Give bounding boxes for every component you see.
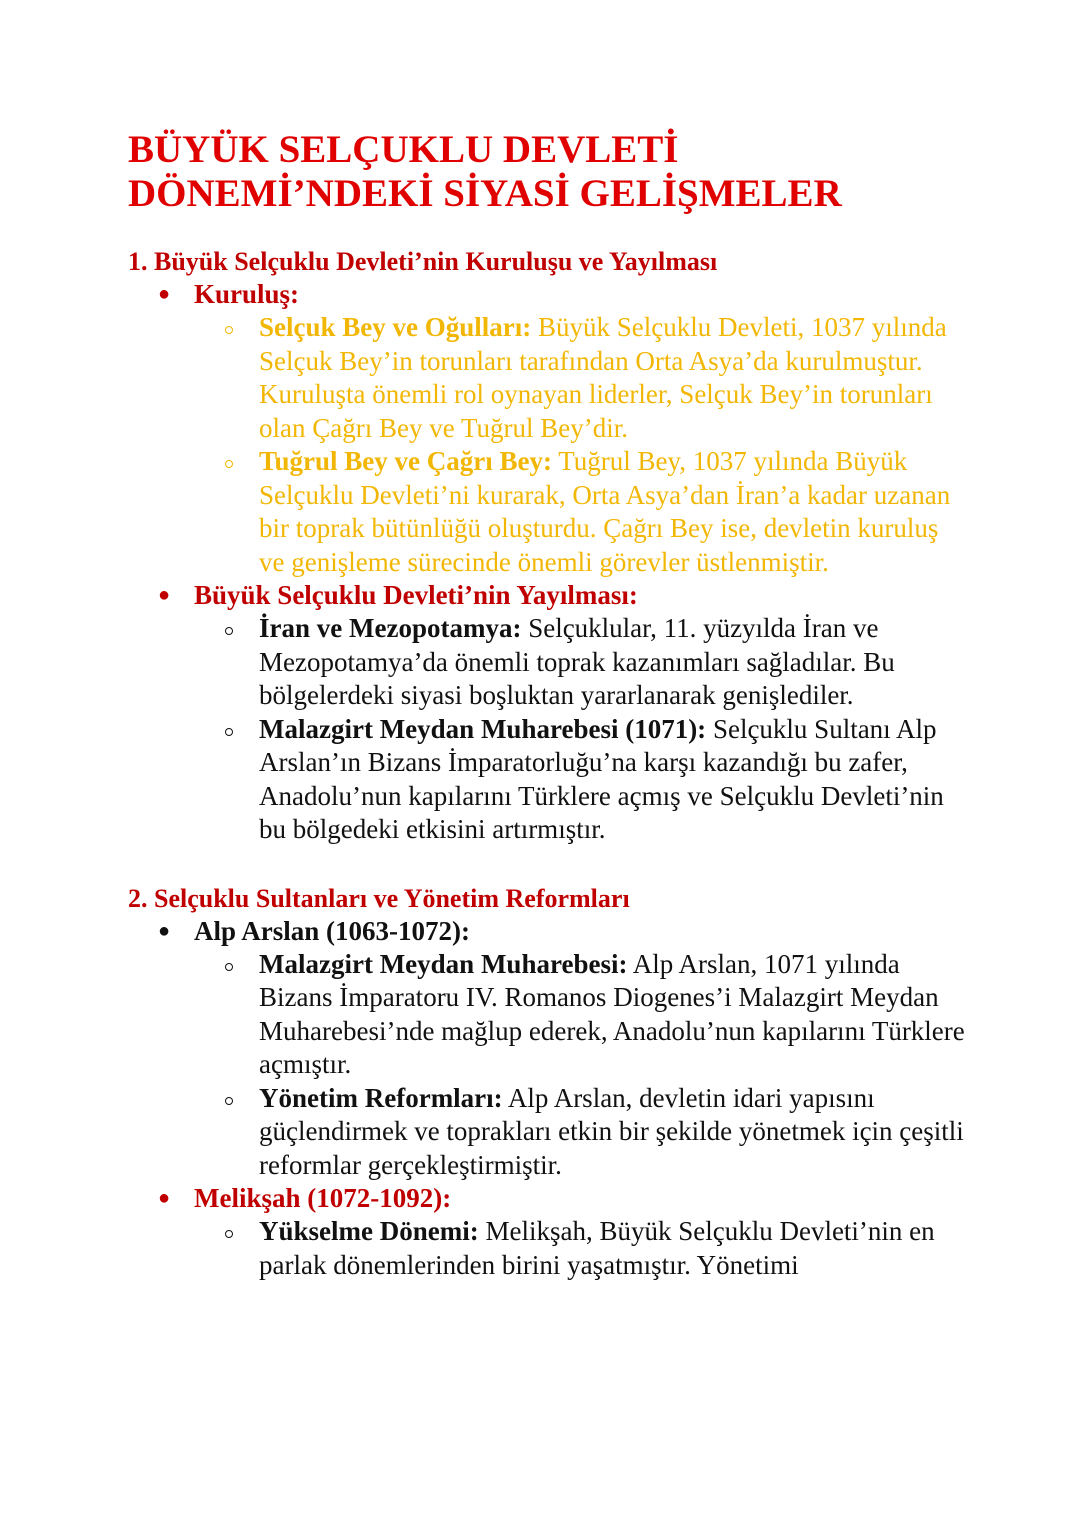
- list-item-kurulus: [128, 278, 968, 579]
- list-item-label: Kuruluş:: [194, 279, 300, 309]
- circle-bullet-icon: [225, 326, 233, 334]
- sublist: [194, 1215, 968, 1282]
- list-item-label: Büyük Selçuklu Devleti’nin Yayılması:: [194, 580, 638, 610]
- page-title-line-2: DÖNEMİ’NDEKİ SİYASİ GELİŞMELER: [128, 172, 842, 215]
- sublist-item-term: Yönetim Reformları:: [259, 1082, 503, 1113]
- sublist-item: [194, 1215, 968, 1282]
- sublist-item: [194, 445, 968, 579]
- sublist-item: [194, 713, 968, 847]
- section-1-list: [128, 278, 968, 847]
- sublist-item: [194, 948, 968, 1082]
- circle-bullet-icon: [225, 627, 233, 635]
- list-item-label: Alp Arslan (1063-1072):: [194, 915, 470, 946]
- list-item-yayilmasi: [128, 579, 968, 847]
- bullet-icon: ●: [158, 283, 171, 305]
- bullet-icon: ●: [158, 1187, 171, 1209]
- sublist-item-term: Malazgirt Meydan Muharebesi:: [259, 948, 628, 979]
- circle-bullet-icon: [225, 1097, 233, 1105]
- sublist-item-text: Alp Arslan, 1071 yılında Bizans İmparatoru IV. Romanos Diogenes’i Malazgirt Meydan Muharebesi’nde mağlup ederek, Anadolu’nun kapılarını Türklere açmıştır.: [259, 948, 965, 1079]
- sublist-item-term: İran ve Mezopotamya:: [259, 613, 522, 643]
- sublist-item-text: Büyük Selçuklu Devleti, 1037 yılında Selçuk Bey’in torunları tarafından Orta Asya’da kurulmuştur. Kuruluşta önemli rol oynayan liderler, Selçuk Bey’in torunları olan Çağrı Bey ve Tuğrul Bey’dir.: [259, 312, 947, 443]
- circle-bullet-icon: [225, 1230, 233, 1238]
- circle-bullet-icon: [225, 460, 233, 468]
- sublist: [194, 612, 968, 847]
- page-title: [128, 128, 968, 216]
- sublist-item-text: Melikşah, Büyük Selçuklu Devleti’nin en parlak dönemlerinden birini yaşatmıştır. Yönetimi: [259, 1216, 935, 1280]
- circle-bullet-icon: [225, 963, 233, 971]
- section-1-heading: 1. Büyük Selçuklu Devleti’nin Kuruluşu ve Yayılması: [128, 247, 718, 276]
- sublist-item: [194, 612, 968, 713]
- list-item-alp-arslan: [128, 915, 968, 1183]
- sublist-item-term: Selçuk Bey ve Oğulları:: [259, 312, 532, 342]
- bullet-icon: ●: [158, 584, 171, 606]
- sublist: [194, 948, 968, 1183]
- sublist-item-term: Tuğrul Bey ve Çağrı Bey:: [259, 446, 552, 476]
- sublist-item: [194, 1082, 968, 1183]
- sublist: [194, 311, 968, 579]
- sublist-item-text: Selçuklular, 11. yüzyılda İran ve Mezopotamya’da önemli toprak kazanımları sağladılar. Bu bölgelerdeki siyasi boşluktan yararlanarak genişlediler.: [259, 613, 895, 710]
- sublist-item-text: Selçuklu Sultanı Alp Arslan’ın Bizans İmparatorluğu’na karşı kazandığı bu zafer, Anadolu’nun kapılarını Türklere açmış ve Selçuklu Devleti’nin bu bölgedeki etkisini artırmıştır.: [259, 713, 944, 844]
- page-title-line-1: BÜYÜK SELÇUKLU DEVLETİ: [128, 128, 679, 171]
- section-2-list: [128, 915, 968, 1283]
- sublist-item-text: Alp Arslan, devletin idari yapısını güçlendirmek ve toprakları etkin bir şekilde yönetmek için çeşitli reformlar gerçekleştirmiştir.: [259, 1082, 964, 1180]
- list-item-meliksah: [128, 1182, 968, 1282]
- circle-bullet-icon: [225, 728, 233, 736]
- list-item-label: Melikşah (1072-1092):: [194, 1183, 452, 1213]
- sublist-item-term: Malazgirt Meydan Muharebesi (1071):: [259, 713, 707, 744]
- section-2-heading: 2. Selçuklu Sultanları ve Yönetim Reformları: [128, 883, 630, 913]
- bullet-icon: ●: [158, 919, 171, 942]
- document-page: [128, 128, 968, 1282]
- sublist-item-term: Yükselme Dönemi:: [259, 1216, 479, 1246]
- sublist-item-text: Tuğrul Bey, 1037 yılında Büyük Selçuklu Devleti’ni kurarak, Orta Asya’dan İran’a kadar uzanan bir toprak bütünlüğü oluşturdu. Çağrı Bey ise, devletin kuruluş ve genişleme sürecinde önemli görevler üstlenmiştir.: [259, 446, 951, 577]
- sublist-item: [194, 311, 968, 445]
